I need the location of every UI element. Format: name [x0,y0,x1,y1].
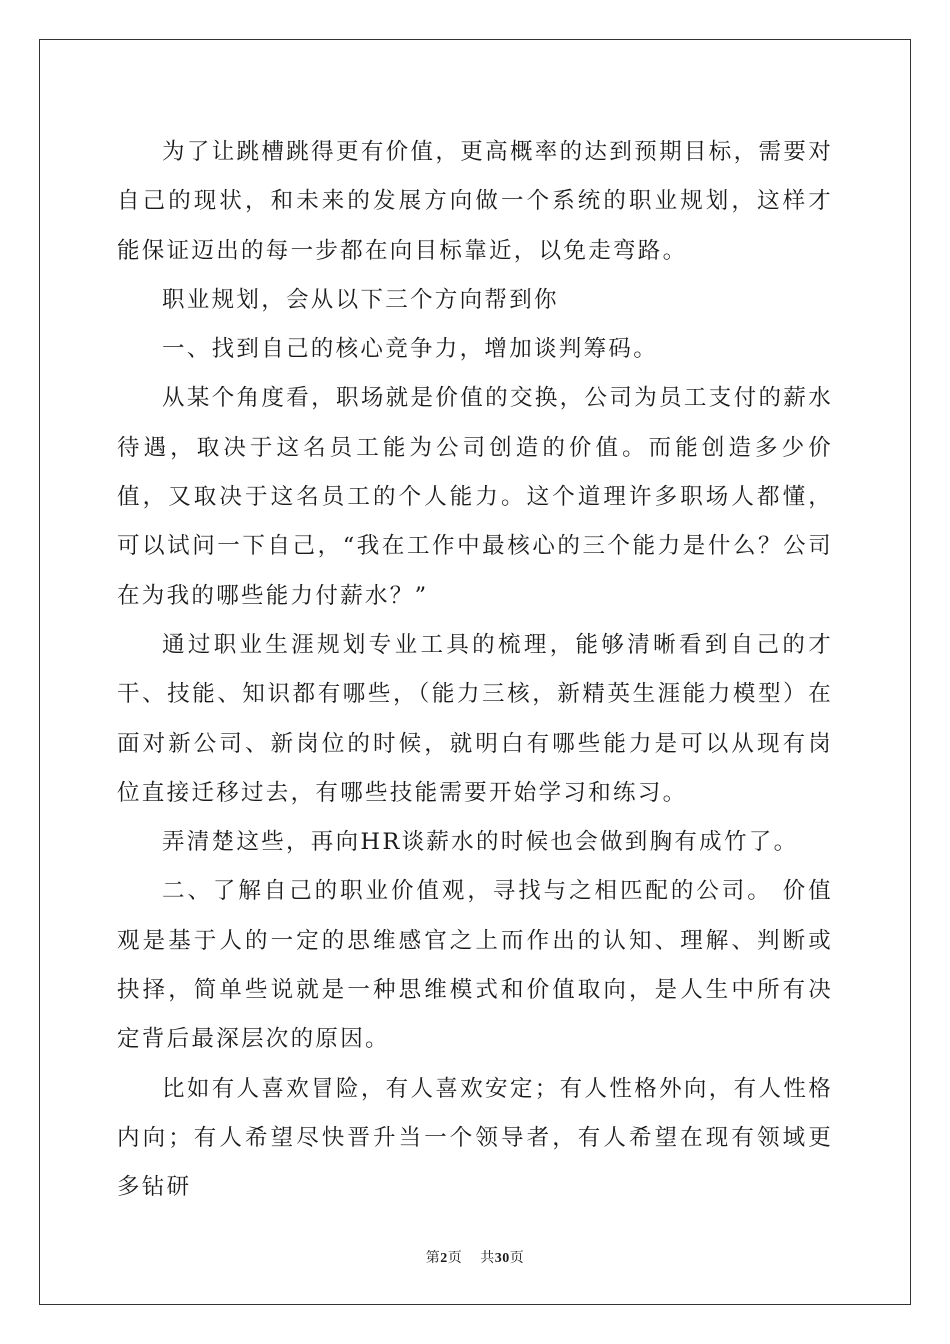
paragraph-1: 为了让跳槽跳得更有价值，更高概率的达到预期目标，需要对自己的现状，和未来的发展方向做一个系统的职业规划，这样才能保证迈出的每一步都在向目标靠近，以免走弯路。 [117,139,833,264]
page-prefix: 第 [425,1250,441,1266]
page-number: 2 [440,1251,448,1266]
page-footer [0,1247,950,1267]
page-suffix: 页 [447,1250,463,1266]
total-pages: 30 [494,1251,510,1266]
paragraph-3: 一、找到自己的核心竞争力，增加谈判筹码。 [162,336,659,363]
paragraph-6: 弄清楚这些，再向HR谈薪水的时候也会做到胸有成竹了。 [162,829,799,856]
paragraph-4: 从某个角度看，职场就是价值的交换，公司为员工支付的薪水待遇，取决于这名员工能为公司创造的价值。而能创造多少价值，又取决于这名员工的个人能力。这个道理许多职场人都懂，可以试问一下自己，“我在工作中最核心的三个能力是什么？公司在为我的哪些能力付薪水？” [117,385,833,609]
document-body [117,128,833,1213]
total-suffix: 页 [509,1250,525,1266]
paragraph-7: 二、了解自己的职业价值观，寻找与之相匹配的公司。 价值观是基于人的一定的思维感官之上而作出的认知、理解、判断或抉择，简单些说就是一种思维模式和价值取向，是人生中所有决定背后最深层次的原因。 [117,878,833,1053]
paragraph-5: 通过职业生涯规划专业工具的梳理，能够清晰看到自己的才干、技能、知识都有哪些，（能力三核，新精英生涯能力模型）在面对新公司、新岗位的时候，就明白有哪些能力是可以从现有岗位直接迁移过去，有哪些技能需要开始学习和练习。 [117,631,833,806]
total-prefix: 共 [480,1250,495,1266]
paragraph-2: 职业规划，会从以下三个方向帮到你 [162,286,559,313]
paragraph-8: 比如有人喜欢冒险，有人喜欢安定；有人性格外向，有人性格内向；有人希望尽快晋升当一个领导者，有人希望在现有领域更多钻研 [117,1075,833,1201]
